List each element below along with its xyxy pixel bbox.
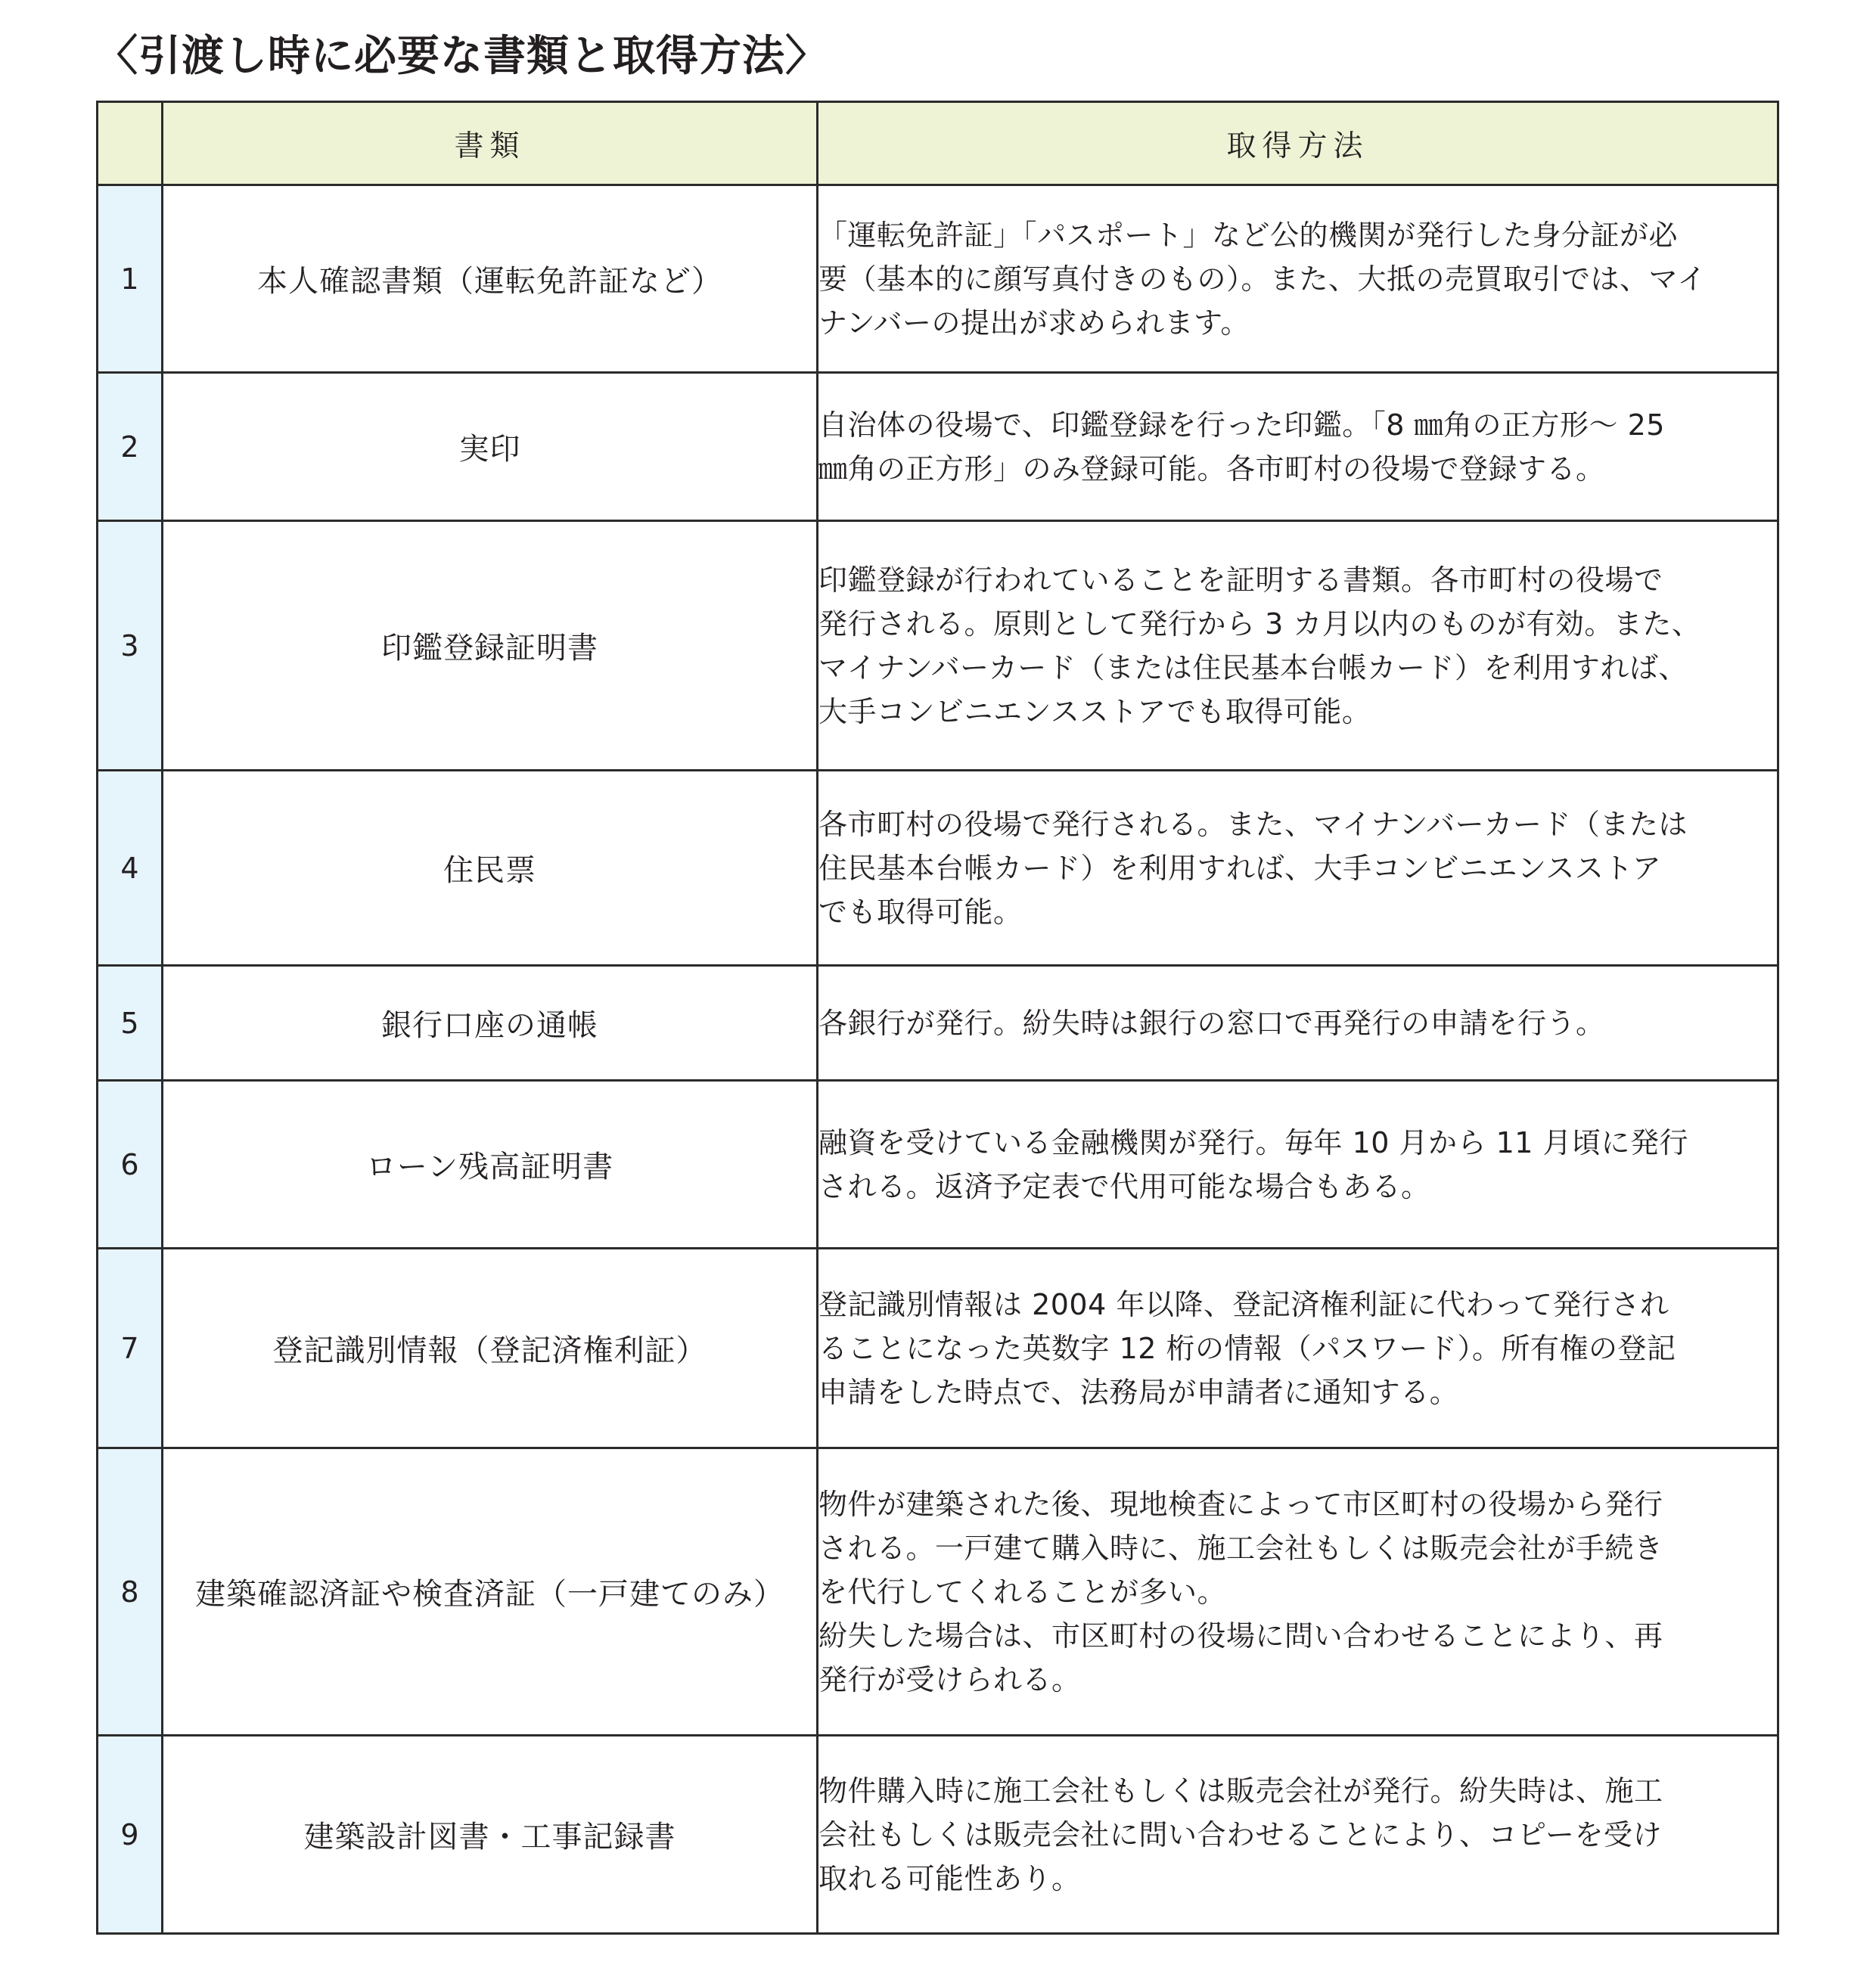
acquisition-method (818, 1448, 1778, 1736)
method-line: される。一戸建て購入時に、施工会社もしくは販売会社が手続き (818, 1531, 1663, 1565)
method-line: 住民基本台帳カード）を利用すれば、大手コンビニエンスストア (818, 851, 1662, 885)
acquisition-method (818, 966, 1778, 1081)
method-line: を代行してくれることが多い。 (818, 1575, 1227, 1609)
document-name: 印鑑登録証明書 (163, 521, 818, 771)
header-number (98, 102, 163, 185)
method-line: 印鑑登録が行われていることを証明する書類。各市町村の役場で (818, 563, 1663, 597)
acquisition-method (818, 185, 1778, 373)
header-method: 取得方法 (818, 102, 1778, 185)
row-number: 5 (98, 966, 163, 1081)
method-line: 会社もしくは販売会社に問い合わせることにより、コピーを受け (818, 1817, 1662, 1851)
method-line: 融資を受けている金融機関が発行。毎年 10 月から 11 月頃に発行 (818, 1125, 1689, 1159)
header-document: 書類 (163, 102, 818, 185)
row-number: 8 (98, 1448, 163, 1736)
method-line: 要（基本的に顔写真付きのもの）。また、大抵の売買取引では、マイ (818, 262, 1707, 296)
method-line: 取れる可能性あり。 (818, 1861, 1081, 1895)
acquisition-method (818, 771, 1778, 966)
table-row (98, 521, 1778, 771)
method-line: 各銀行が発行。紛失時は銀行の窓口で再発行の申請を行う。 (818, 1006, 1605, 1040)
method-line: 登記識別情報は 2004 年以降、登記済権利証に代わって発行され (818, 1287, 1669, 1321)
document-name: 建築確認済証や検査済証（一戸建てのみ） (163, 1448, 818, 1736)
document-name: 住民票 (163, 771, 818, 966)
method-line: 自治体の役場で、印鑑登録を行った印鑑。「8 ㎜角の正方形～ 25 (818, 408, 1665, 442)
method-line: 発行が受けられる。 (818, 1662, 1081, 1696)
method-line: ることになった英数字 12 桁の情報（パスワード）。所有権の登記 (818, 1331, 1676, 1365)
documents-table (96, 101, 1779, 1935)
method-line: 大手コンビニエンスストアでも取得可能。 (818, 694, 1371, 728)
row-number: 3 (98, 521, 163, 771)
document-name: 本人確認書類（運転免許証など） (163, 185, 818, 373)
row-number: 1 (98, 185, 163, 373)
method-line: 紛失した場合は、市区町村の役場に問い合わせることにより、再 (818, 1619, 1663, 1653)
method-line: される。返済予定表で代用可能な場合もある。 (818, 1169, 1430, 1203)
document-name: 登記識別情報（登記済権利証） (163, 1249, 818, 1448)
acquisition-method (818, 373, 1778, 521)
row-number: 9 (98, 1736, 163, 1934)
row-number: 2 (98, 373, 163, 521)
table-row (98, 185, 1778, 373)
table-row (98, 1448, 1778, 1736)
method-line: 物件が建築された後、現地検査によって市区町村の役場から発行 (818, 1487, 1663, 1521)
table-header-row (98, 102, 1778, 185)
method-line: 物件購入時に施工会社もしくは販売会社が発行。紛失時は、施工 (818, 1774, 1663, 1808)
method-line: 発行される。原則として発行から 3 カ月以内のものが有効。また、 (818, 607, 1701, 641)
table-row (98, 373, 1778, 521)
document-name: 建築設計図書・工事記録書 (163, 1736, 818, 1934)
acquisition-method (818, 1249, 1778, 1448)
document-name: 銀行口座の通帳 (163, 966, 818, 1081)
document-name: 実印 (163, 373, 818, 521)
table-row (98, 1736, 1778, 1934)
table-row (98, 1249, 1778, 1448)
document-name: ローン残高証明書 (163, 1081, 818, 1249)
row-number: 6 (98, 1081, 163, 1249)
method-line: でも取得可能。 (818, 895, 1023, 929)
method-line: 各市町村の役場で発行される。また、マイナンバーカード（または (818, 807, 1688, 841)
row-number: 4 (98, 771, 163, 966)
row-number: 7 (98, 1249, 163, 1448)
method-line: ナンバーの提出が求められます。 (818, 306, 1250, 340)
method-line: 「運転免許証」「パスポート」など公的機関が発行した身分証が必 (818, 218, 1679, 252)
method-line: 申請をした時点で、法務局が申請者に通知する。 (818, 1375, 1459, 1409)
method-line: ㎜角の正方形」のみ登録可能。各市町村の役場で登録する。 (818, 452, 1605, 486)
acquisition-method (818, 1081, 1778, 1249)
acquisition-method (818, 1736, 1778, 1934)
acquisition-method (818, 521, 1778, 771)
table-row (98, 771, 1778, 966)
table-row (98, 1081, 1778, 1249)
method-line: マイナンバーカード（または住民基本台帳カード）を利用すれば、 (818, 650, 1688, 684)
page-title: 〈引渡し時に必要な書類と取得方法〉 (95, 32, 828, 81)
table-body (98, 185, 1778, 1934)
table-row (98, 966, 1778, 1081)
